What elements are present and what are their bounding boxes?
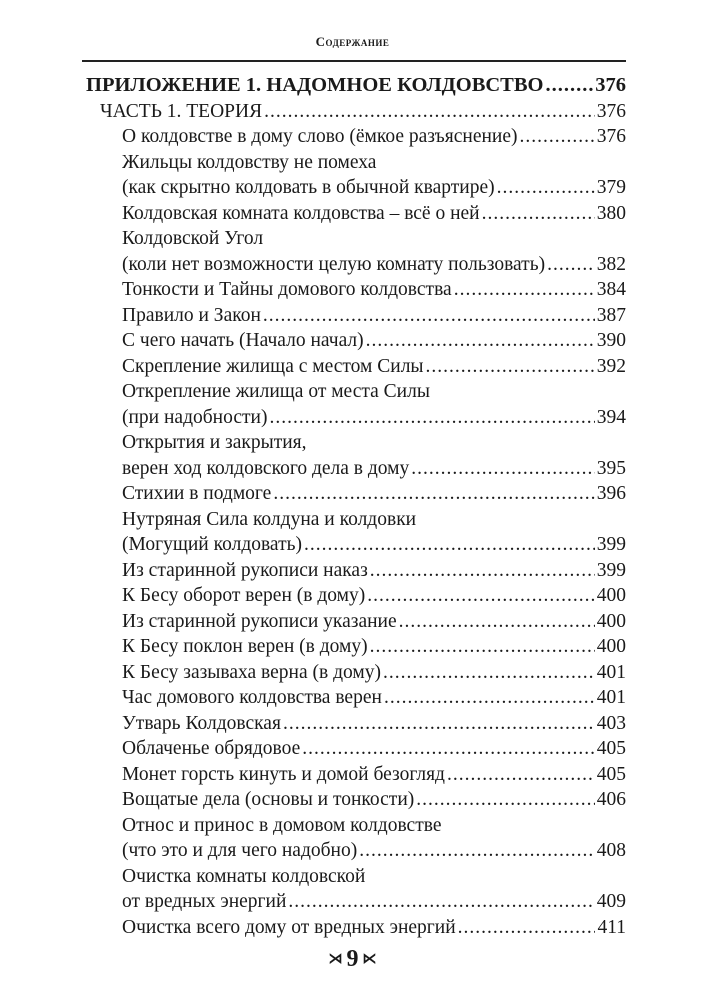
toc-entry-title: Утварь Колдовская <box>122 712 281 734</box>
toc-entry-page: 399 <box>596 534 626 555</box>
toc-entry-page: 392 <box>596 355 626 377</box>
toc-entry <box>86 73 626 99</box>
dot-leader <box>447 762 595 788</box>
toc-entry-title: (при надобности) <box>122 406 268 428</box>
dot-leader <box>302 736 595 762</box>
toc-entry-page: 384 <box>596 279 626 300</box>
toc-entry-title: Вощатые дела (основы и тонкости) <box>122 789 415 810</box>
toc-entry-page: 382 <box>596 253 626 275</box>
toc-entry-page: 400 <box>596 610 626 632</box>
toc-entry-title: Из старинной рукописи наказ <box>122 559 368 581</box>
toc-entry <box>86 583 626 609</box>
dot-leader <box>547 252 595 278</box>
toc-entry-title: (коли нет возможности целую комнату пользовать) <box>122 253 546 275</box>
toc-entry <box>86 507 626 533</box>
toc-entry <box>86 277 626 303</box>
toc-entry <box>86 481 626 507</box>
toc-entry-title: О колдовстве в дому слово (ёмкое разъяснение) <box>122 126 518 147</box>
dot-leader <box>458 915 596 941</box>
toc-entry-title: Относ и принос в домовом колдовстве <box>122 814 442 836</box>
dot-leader <box>283 711 595 737</box>
toc-entry-title: К Бесу зазываха верна (в дому) <box>122 661 381 683</box>
dot-leader <box>520 124 595 150</box>
toc-entry <box>86 609 626 635</box>
toc-entry-page: 406 <box>596 789 626 810</box>
toc-entry-title: Колдовской Угол <box>122 228 264 249</box>
ornament-left-icon: ⋊ <box>328 952 343 967</box>
dot-leader <box>264 99 595 125</box>
toc-entry-title: Стихии в подмоге <box>122 483 272 504</box>
toc-entry <box>86 430 626 456</box>
dot-leader <box>263 303 595 329</box>
toc-entry-page: 401 <box>596 687 626 708</box>
toc-entry-page: 400 <box>596 636 626 657</box>
toc-entry-page: 396 <box>596 483 626 504</box>
toc-entry-title: Правило и Закон <box>122 304 261 326</box>
toc-entry-title: (Могущий колдовать) <box>122 534 302 555</box>
toc-entry-page: 390 <box>596 330 626 351</box>
toc-entry-title: Нутряная Сила колдуна и колдовки <box>122 508 417 530</box>
dot-leader <box>359 838 595 864</box>
dot-leader <box>367 583 595 609</box>
toc-entry <box>86 532 626 558</box>
dot-leader <box>288 889 594 915</box>
toc-entry-page: 400 <box>596 585 626 606</box>
toc-entry-page: 376 <box>596 100 626 122</box>
toc-entry-title: (как скрытно колдовать в обычной квартире) <box>122 177 495 198</box>
toc-entry <box>86 864 626 890</box>
toc-entry <box>86 99 626 125</box>
dot-leader <box>482 201 595 227</box>
toc-entry-title: Колдовская комната колдовства – всё о ней <box>122 202 480 224</box>
toc-entry <box>86 201 626 227</box>
header-rule <box>82 60 626 62</box>
toc-entry-title: (что это и для чего надобно) <box>122 840 358 861</box>
dot-leader <box>497 175 595 201</box>
toc-entry-page: 387 <box>596 304 626 326</box>
toc-entry <box>86 813 626 839</box>
toc-entry-page: 405 <box>596 763 626 785</box>
toc-entry-title: Открытия и закрытия, <box>122 432 307 453</box>
toc-entry-page: 379 <box>596 177 626 198</box>
toc-entry-page: 401 <box>596 661 626 683</box>
table-of-contents <box>86 73 626 940</box>
dot-leader <box>366 328 595 354</box>
toc-entry <box>86 354 626 380</box>
toc-entry-page: 376 <box>595 74 626 96</box>
toc-entry <box>86 889 626 915</box>
toc-entry-page: 408 <box>596 840 626 861</box>
toc-entry-title: ПРИЛОЖЕНИЕ 1. НАДОМНОЕ КОЛДОВСТВО <box>86 74 544 96</box>
toc-entry <box>86 915 626 941</box>
toc-entry <box>86 379 626 405</box>
toc-entry <box>86 456 626 482</box>
dot-leader <box>426 354 595 380</box>
toc-entry-page: 409 <box>596 891 626 912</box>
toc-entry-title: Открепление жилища от места Силы <box>122 381 430 402</box>
toc-entry <box>86 124 626 150</box>
toc-entry-page: 376 <box>596 126 626 147</box>
toc-entry-title: от вредных энергий <box>122 891 287 912</box>
dot-leader <box>273 481 594 507</box>
toc-entry-page: 399 <box>596 559 626 581</box>
dot-leader <box>454 277 595 303</box>
dot-leader <box>399 609 595 635</box>
toc-entry-title: К Бесу оборот верен (в дому) <box>122 585 366 606</box>
toc-entry <box>86 252 626 278</box>
toc-entry-title: Облаченье обрядовое <box>122 738 301 759</box>
toc-entry-page: 411 <box>597 916 626 938</box>
toc-entry-title: ЧАСТЬ 1. ТЕОРИЯ <box>100 100 263 122</box>
toc-entry-page: 380 <box>596 202 626 224</box>
ornament-right-icon: ⋉ <box>362 952 377 967</box>
toc-entry <box>86 787 626 813</box>
page-number <box>0 946 705 973</box>
toc-entry <box>86 736 626 762</box>
page-number-value: 9 <box>346 946 359 972</box>
toc-entry <box>86 328 626 354</box>
toc-entry-title: Очистка всего дому от вредных энергий <box>122 916 456 938</box>
dot-leader <box>383 660 595 686</box>
toc-entry <box>86 660 626 686</box>
dot-leader <box>384 685 595 711</box>
toc-entry-title: Жильцы колдовству не помеха <box>122 151 377 173</box>
toc-entry <box>86 685 626 711</box>
toc-entry <box>86 711 626 737</box>
toc-entry-title: С чего начать (Начало начал) <box>122 330 364 351</box>
toc-entry-page: 403 <box>596 712 626 734</box>
dot-leader <box>370 558 595 584</box>
toc-entry-title: верен ход колдовского дела в дому <box>122 457 410 479</box>
toc-entry-page: 405 <box>596 738 626 759</box>
toc-entry <box>86 838 626 864</box>
dot-leader <box>269 405 594 431</box>
dot-leader <box>545 73 593 99</box>
toc-entry <box>86 558 626 584</box>
toc-entry-title: Монет горсть кинуть и домой безогляд <box>122 763 445 785</box>
toc-entry-title: Скрепление жилища с местом Силы <box>122 355 424 377</box>
dot-leader <box>370 634 595 660</box>
toc-entry <box>86 634 626 660</box>
dot-leader <box>416 787 594 813</box>
toc-entry <box>86 405 626 431</box>
toc-entry-page: 395 <box>596 457 626 479</box>
toc-entry-title: Час домового колдовства верен <box>122 687 382 708</box>
dot-leader <box>304 532 595 558</box>
toc-entry-title: К Бесу поклон верен (в дому) <box>122 636 368 657</box>
dot-leader <box>411 456 594 482</box>
toc-entry-title: Тонкости и Тайны домового колдовства <box>122 279 452 300</box>
toc-entry <box>86 762 626 788</box>
running-head: Содержание <box>315 34 390 49</box>
toc-entry-title: Очистка комнаты колдовской <box>122 865 366 887</box>
toc-entry <box>86 150 626 176</box>
toc-entry-title: Из старинной рукописи указание <box>122 610 397 632</box>
toc-entry-page: 394 <box>596 406 626 428</box>
toc-entry <box>86 175 626 201</box>
toc-entry <box>86 226 626 252</box>
toc-entry <box>86 303 626 329</box>
